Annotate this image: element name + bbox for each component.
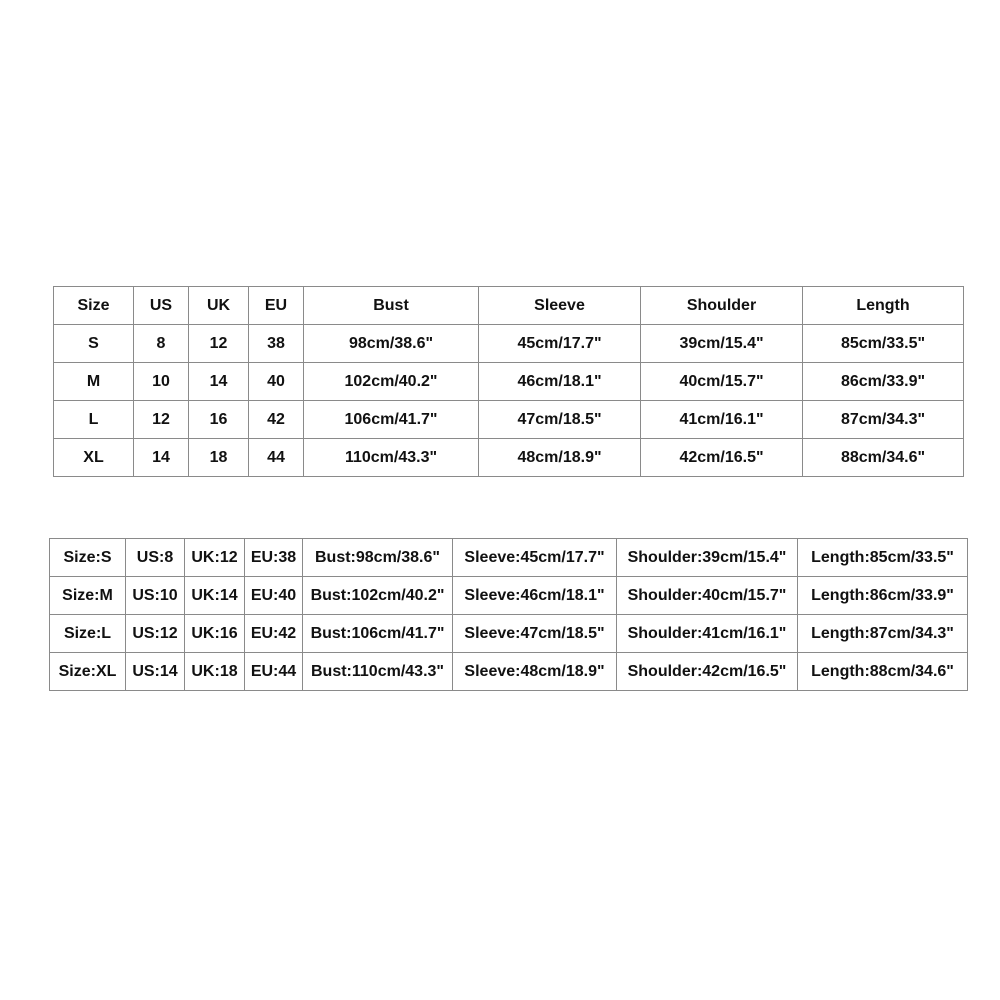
table-cell: 40 — [249, 363, 304, 401]
table-cell: Bust:102cm/40.2" — [303, 577, 453, 615]
table-cell: Sleeve:48cm/18.9" — [453, 653, 617, 691]
table-cell: Size:S — [50, 539, 126, 577]
table-cell: Bust:110cm/43.3" — [303, 653, 453, 691]
table-cell: Length:87cm/34.3" — [798, 615, 968, 653]
table-cell: UK:14 — [185, 577, 245, 615]
table-header-row — [54, 287, 964, 325]
table-cell: EU:38 — [245, 539, 303, 577]
table-cell: 18 — [189, 439, 249, 477]
table-cell: Shoulder:41cm/16.1" — [617, 615, 798, 653]
table-cell: 14 — [134, 439, 189, 477]
table-row — [50, 539, 968, 577]
table-cell: 8 — [134, 325, 189, 363]
table-cell: Shoulder:39cm/15.4" — [617, 539, 798, 577]
table-cell: UK:18 — [185, 653, 245, 691]
table-cell: Length:88cm/34.6" — [798, 653, 968, 691]
table-cell: 48cm/18.9" — [479, 439, 641, 477]
table-cell: 10 — [134, 363, 189, 401]
table-cell: 46cm/18.1" — [479, 363, 641, 401]
table-cell: L — [54, 401, 134, 439]
table-cell: 38 — [249, 325, 304, 363]
table-cell: EU:42 — [245, 615, 303, 653]
table-cell: Bust:98cm/38.6" — [303, 539, 453, 577]
table-cell: 14 — [189, 363, 249, 401]
table-cell: S — [54, 325, 134, 363]
column-header-length: Length — [803, 287, 964, 325]
table-cell: Size:XL — [50, 653, 126, 691]
table-cell: US:10 — [126, 577, 185, 615]
table-cell: 41cm/16.1" — [641, 401, 803, 439]
table-cell: Length:86cm/33.9" — [798, 577, 968, 615]
table-cell: 110cm/43.3" — [304, 439, 479, 477]
table-row — [54, 363, 964, 401]
table-row — [54, 325, 964, 363]
table-cell: UK:12 — [185, 539, 245, 577]
table-cell: 44 — [249, 439, 304, 477]
column-header-us: US — [134, 287, 189, 325]
table-cell: 86cm/33.9" — [803, 363, 964, 401]
table-cell: 45cm/17.7" — [479, 325, 641, 363]
table-cell: 12 — [189, 325, 249, 363]
table-cell: Shoulder:40cm/15.7" — [617, 577, 798, 615]
table-row — [50, 653, 968, 691]
table-cell: Sleeve:47cm/18.5" — [453, 615, 617, 653]
table-cell: Size:L — [50, 615, 126, 653]
table-cell: EU:44 — [245, 653, 303, 691]
table-cell: EU:40 — [245, 577, 303, 615]
table-cell: 12 — [134, 401, 189, 439]
table-row — [54, 401, 964, 439]
column-header-sleeve: Sleeve — [479, 287, 641, 325]
table-row — [50, 577, 968, 615]
column-header-bust: Bust — [304, 287, 479, 325]
column-header-eu: EU — [249, 287, 304, 325]
column-header-shoulder: Shoulder — [641, 287, 803, 325]
table-cell: 106cm/41.7" — [304, 401, 479, 439]
table-cell: 42cm/16.5" — [641, 439, 803, 477]
table-cell: 16 — [189, 401, 249, 439]
table-row — [54, 439, 964, 477]
table-cell: Shoulder:42cm/16.5" — [617, 653, 798, 691]
table-cell: 85cm/33.5" — [803, 325, 964, 363]
table-cell: 40cm/15.7" — [641, 363, 803, 401]
table-cell: 87cm/34.3" — [803, 401, 964, 439]
table-cell: Sleeve:45cm/17.7" — [453, 539, 617, 577]
table-cell: 39cm/15.4" — [641, 325, 803, 363]
column-header-uk: UK — [189, 287, 249, 325]
table-cell: 88cm/34.6" — [803, 439, 964, 477]
table-cell: XL — [54, 439, 134, 477]
table-cell: US:8 — [126, 539, 185, 577]
table-cell: Size:M — [50, 577, 126, 615]
table-cell: 102cm/40.2" — [304, 363, 479, 401]
table-cell: US:14 — [126, 653, 185, 691]
table-cell: 42 — [249, 401, 304, 439]
column-header-size: Size — [54, 287, 134, 325]
table-cell: Bust:106cm/41.7" — [303, 615, 453, 653]
table-cell: 47cm/18.5" — [479, 401, 641, 439]
table-cell: Sleeve:46cm/18.1" — [453, 577, 617, 615]
table-cell: Length:85cm/33.5" — [798, 539, 968, 577]
table-cell: US:12 — [126, 615, 185, 653]
size-chart-labeled-table — [49, 538, 968, 691]
table-cell: M — [54, 363, 134, 401]
table-row — [50, 615, 968, 653]
table-cell: 98cm/38.6" — [304, 325, 479, 363]
size-chart-table — [53, 286, 964, 477]
table-cell: UK:16 — [185, 615, 245, 653]
